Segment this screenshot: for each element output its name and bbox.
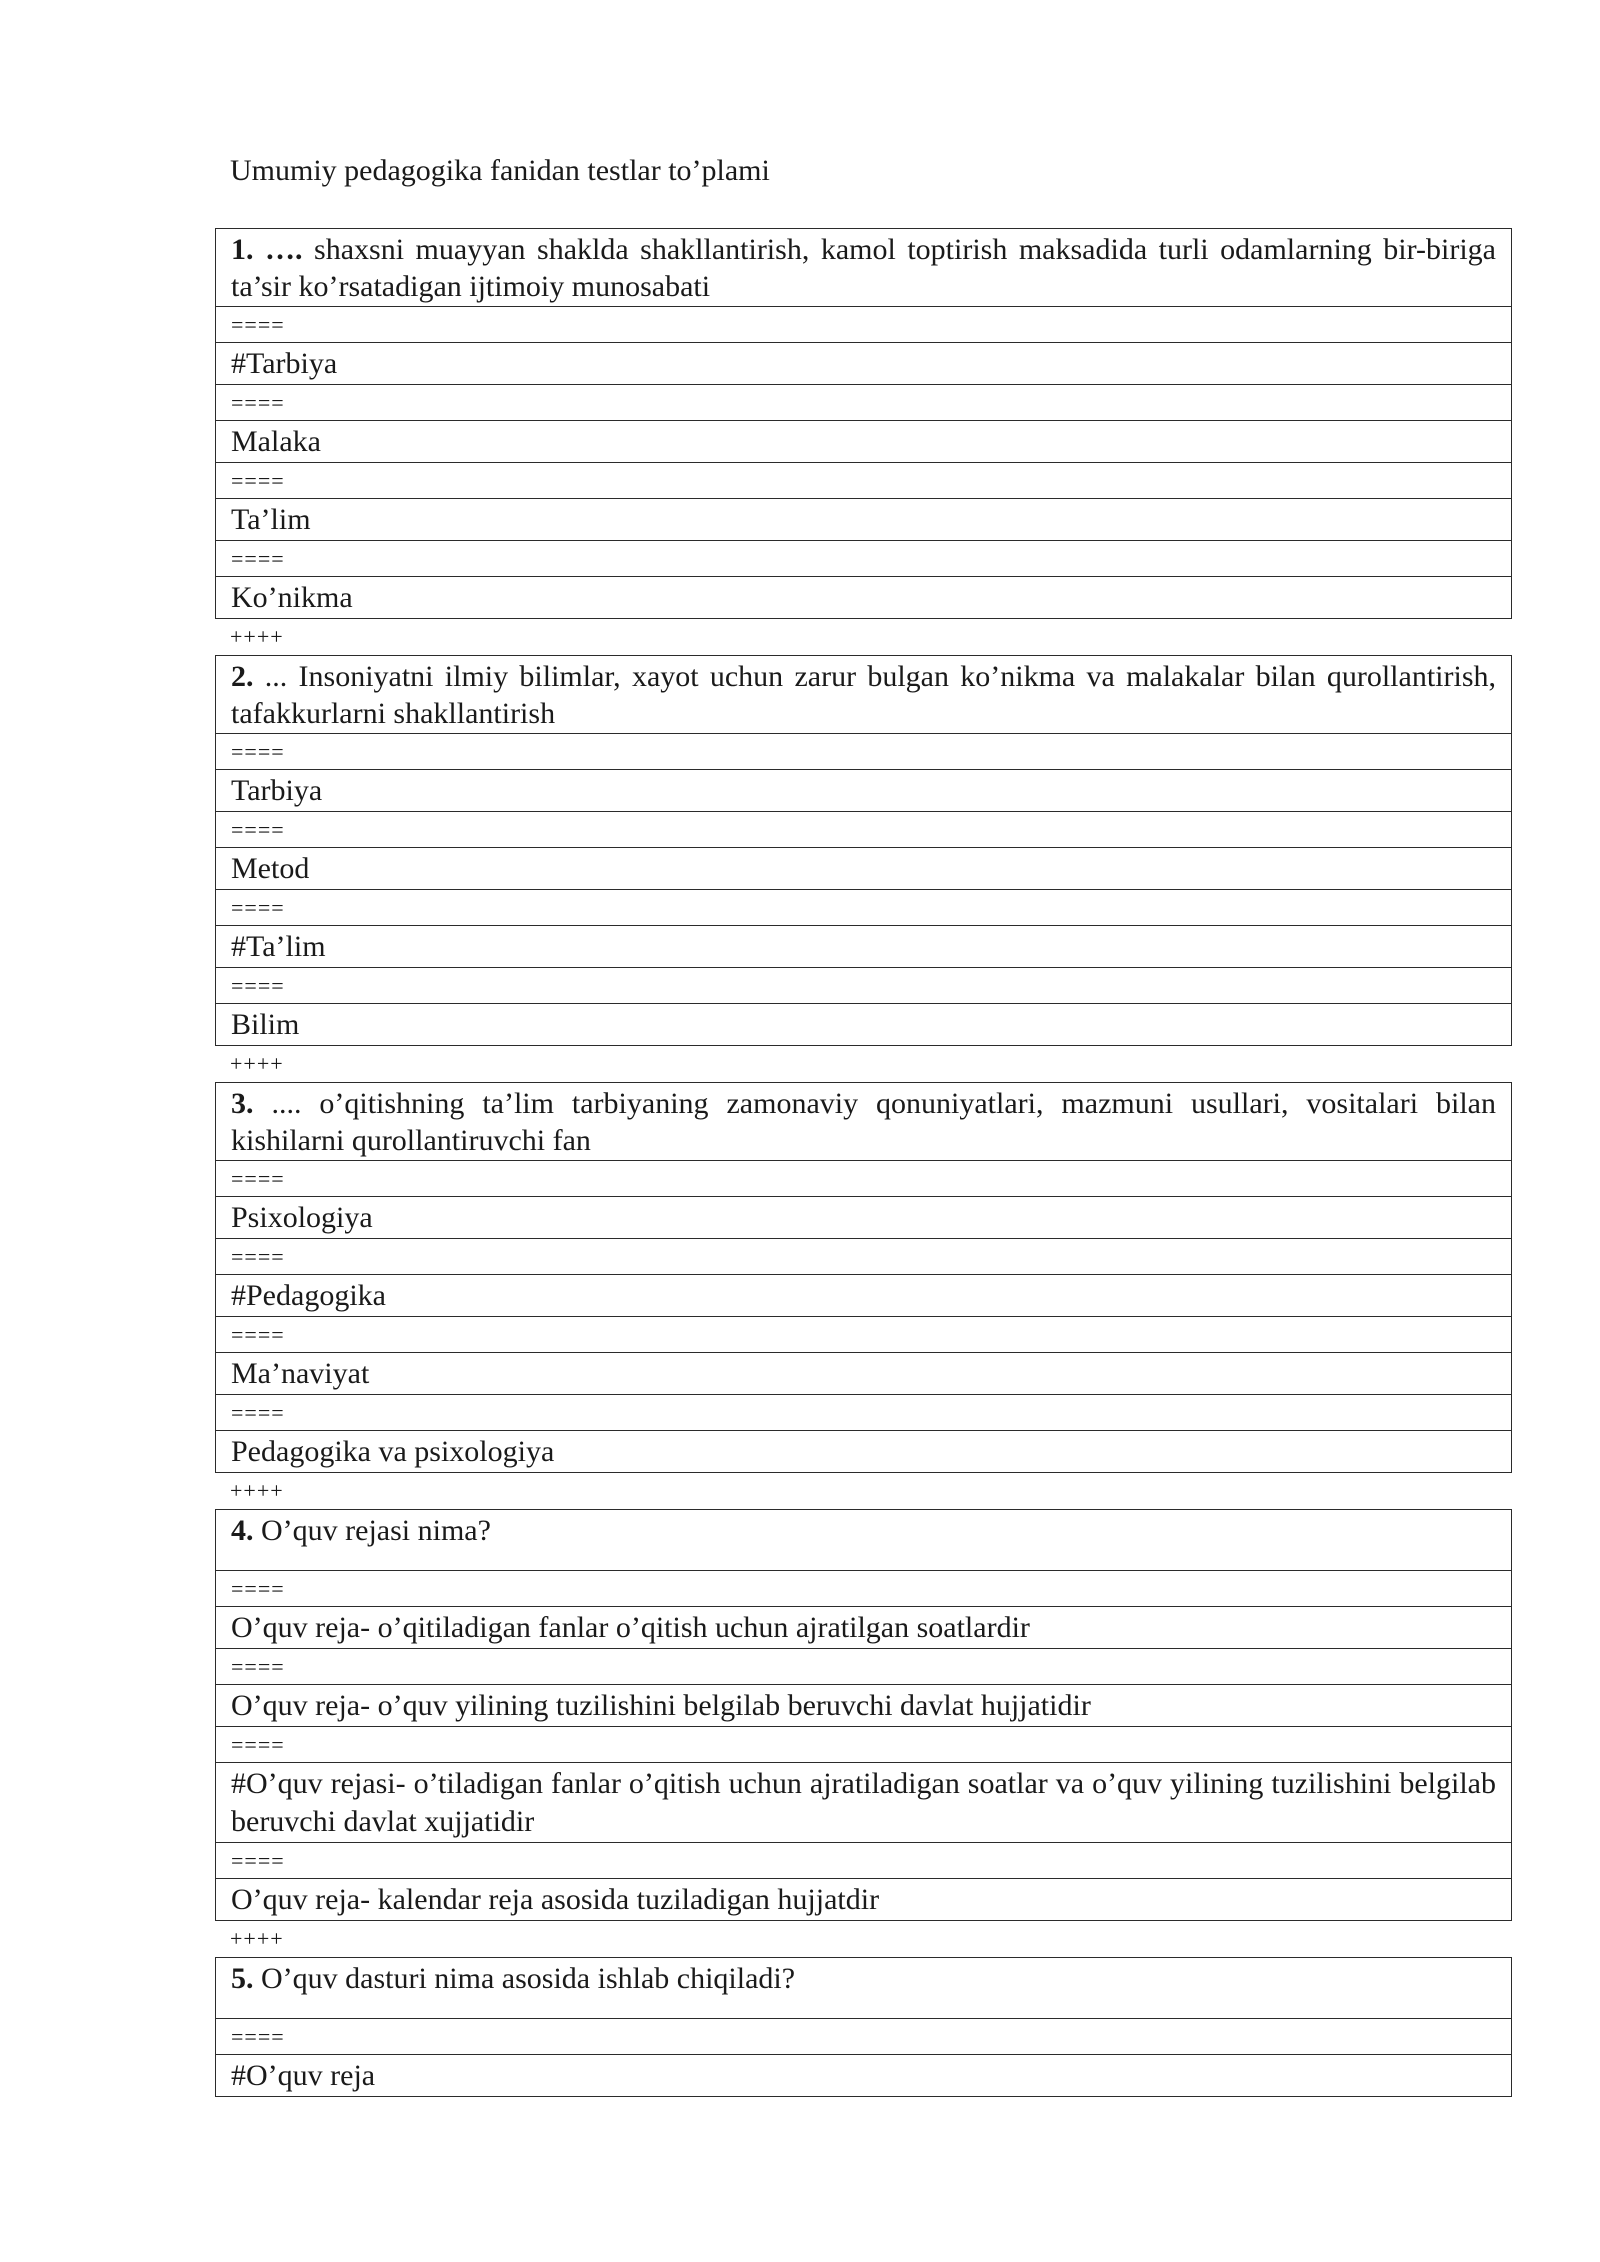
question-number: 4. [231, 1514, 254, 1547]
answer-option: #O’quv rejasi- o’tiladigan fanlar o’qitish uchun ajratiladigan soatlar va o’quv yilining tuzilishini belgilab beruvchi davlat xujjatidir [216, 1763, 1512, 1843]
separator: ==== [216, 1395, 1512, 1431]
question-block-4 [215, 1509, 1512, 1921]
question-block-5 [215, 1957, 1512, 2097]
answer-option: Metod [216, 848, 1512, 890]
separator: ==== [216, 307, 1512, 343]
answer-option: O’quv reja- o’qitiladigan fanlar o’qitish uchun ajratilgan soatlardir [216, 1607, 1512, 1649]
page-title: Umumiy pedagogika fanidan testlar to’plami [230, 154, 770, 187]
question-body: .... o’qitishning ta’lim tarbiyaning zamonaviy qonuniyatlari, mazmuni usullari, vositalari bilan kishilarni qurollantiruvchi fan [231, 1087, 1496, 1157]
answer-option: Pedagogika va psixologiya [216, 1431, 1512, 1473]
answer-option: Bilim [216, 1004, 1512, 1046]
answer-option: #Ta’lim [216, 926, 1512, 968]
question-text [216, 1510, 1512, 1571]
answer-option: O’quv reja- o’quv yilining tuzilishini belgilab beruvchi davlat hujjatidir [216, 1685, 1512, 1727]
separator: ==== [216, 541, 1512, 577]
separator: ==== [216, 1317, 1512, 1353]
question-body: O’quv dasturi nima asosida ishlab chiqiladi? [253, 1962, 796, 1995]
question-block-1 [215, 228, 1512, 619]
answer-option: #Pedagogika [216, 1275, 1512, 1317]
separator: ==== [216, 890, 1512, 926]
question-text [216, 229, 1512, 307]
question-text [216, 1958, 1512, 2019]
question-number: 3. [231, 1087, 254, 1120]
question-body: shaxsni muayyan shaklda shakllantirish, kamol toptirish maksadida turli odamlarning bir-biriga ta’sir ko’rsatadigan ijtimoiy munosabati [231, 233, 1496, 303]
answer-option: Ko’nikma [216, 577, 1512, 619]
question-body: ... Insoniyatni ilmiy bilimlar, xayot uchun zarur bulgan ko’nikma va malakalar bilan qurollantirish, tafakkurlarni shakllantirish [231, 660, 1496, 730]
question-block-2 [215, 655, 1512, 1046]
separator: ==== [216, 463, 1512, 499]
answer-option: O’quv reja- kalendar reja asosida tuziladigan hujjatdir [216, 1879, 1512, 1921]
block-end-marker: ++++ [230, 1926, 284, 1951]
separator: ==== [216, 1161, 1512, 1197]
question-text [216, 1083, 1512, 1161]
answer-option: Tarbiya [216, 770, 1512, 812]
separator: ==== [216, 1727, 1512, 1763]
separator: ==== [216, 968, 1512, 1004]
answer-option: Malaka [216, 421, 1512, 463]
answer-option: Ma’naviyat [216, 1353, 1512, 1395]
question-number: 5. [231, 1962, 254, 1995]
separator: ==== [216, 812, 1512, 848]
separator: ==== [216, 385, 1512, 421]
question-list [215, 228, 1512, 2097]
separator: ==== [216, 1843, 1512, 1879]
separator: ==== [216, 1239, 1512, 1275]
separator: ==== [216, 2019, 1512, 2055]
question-number: 1. …. [231, 233, 303, 266]
question-block-3 [215, 1082, 1512, 1473]
answer-option: #O’quv reja [216, 2055, 1512, 2097]
question-number: 2. [231, 660, 254, 693]
answer-option: #Tarbiya [216, 343, 1512, 385]
separator: ==== [216, 734, 1512, 770]
block-end-marker: ++++ [230, 1051, 284, 1076]
question-text [216, 656, 1512, 734]
block-end-marker: ++++ [230, 624, 284, 649]
answer-option: Ta’lim [216, 499, 1512, 541]
separator: ==== [216, 1649, 1512, 1685]
block-end-marker: ++++ [230, 1478, 284, 1503]
question-body: O’quv rejasi nima? [253, 1514, 491, 1547]
separator: ==== [216, 1571, 1512, 1607]
answer-option: Psixologiya [216, 1197, 1512, 1239]
